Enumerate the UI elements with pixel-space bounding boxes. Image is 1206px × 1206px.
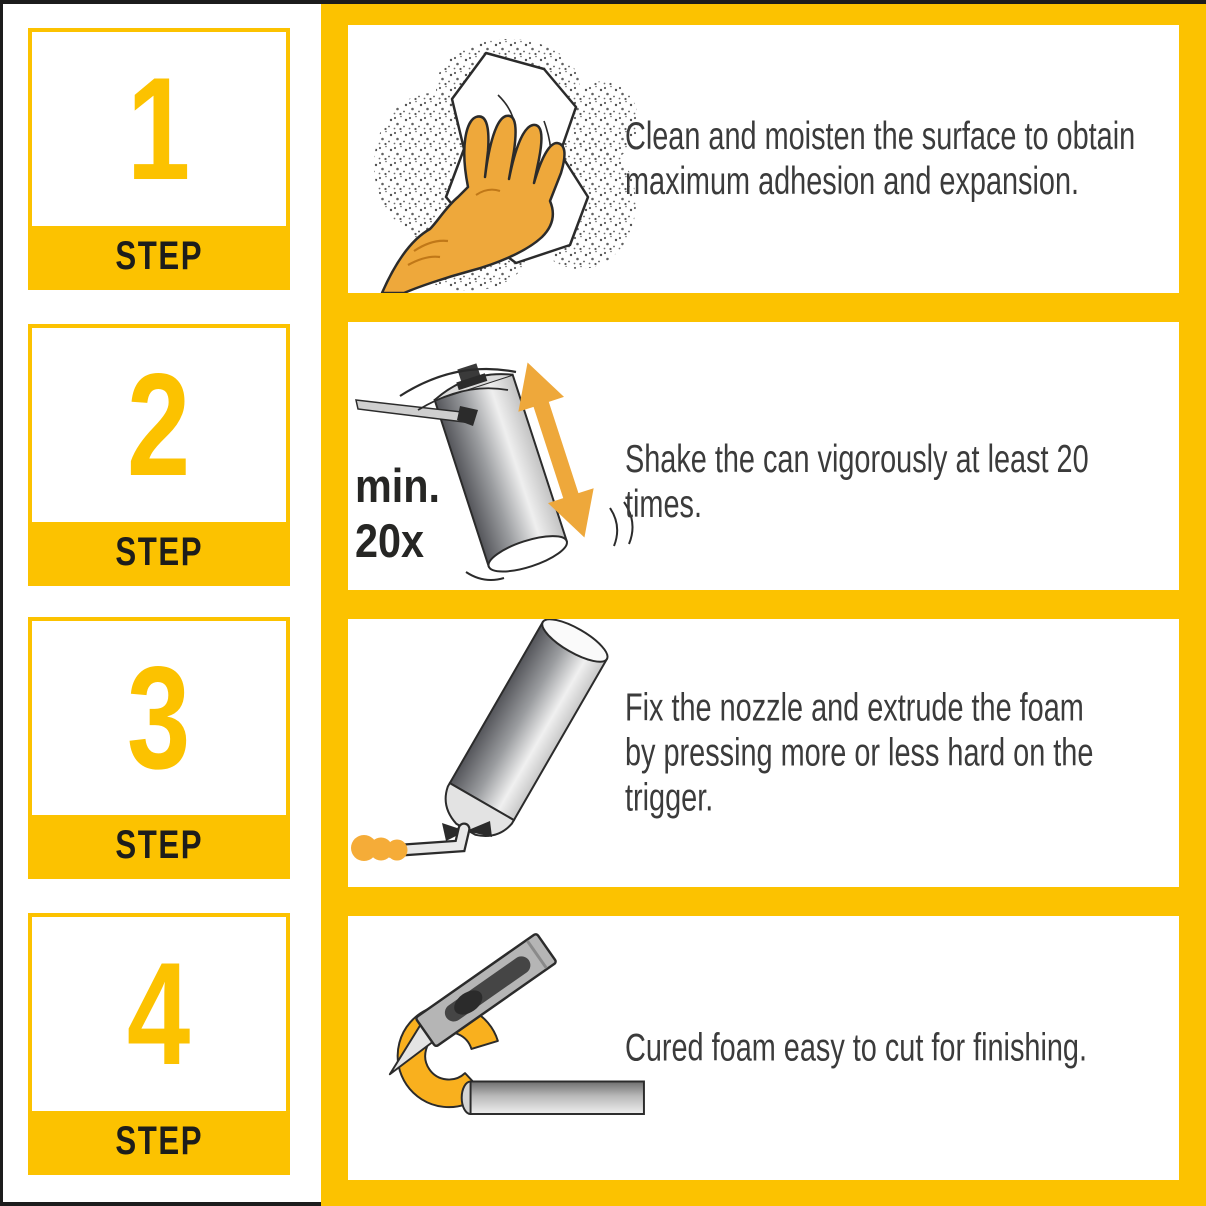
step-1-text-line: Clean and moisten the surface to obtain (625, 115, 1136, 158)
step-3-card (348, 619, 1179, 887)
step-3-number: 3 (127, 636, 191, 799)
foam-gun-icon (348, 619, 668, 887)
page-edge-top (0, 0, 1206, 4)
step-4-label: STEP (32, 1111, 286, 1171)
cut-foam-icon (348, 916, 668, 1180)
steps-panel (321, 0, 1206, 1206)
step-1-number: 1 (127, 47, 191, 210)
step-1-card (348, 25, 1179, 293)
step-3-text (625, 686, 1179, 821)
step-3-text-line: Fix the nozzle and extrude the foam (625, 686, 1084, 730)
step-2-text-line: Shake the can vigorously at least 20 (625, 438, 1089, 481)
step-2-text-line: times. (625, 483, 702, 526)
step-1-label: STEP (32, 226, 286, 286)
hand-wipe-icon (348, 25, 668, 293)
page-edge-left (0, 0, 3, 1206)
step-4-card (348, 916, 1179, 1180)
step-2-number: 2 (127, 343, 191, 506)
step-2-card (348, 322, 1179, 590)
step-4-number: 4 (127, 932, 191, 1095)
step-1-text (625, 114, 1179, 204)
shake-can-icon (348, 322, 668, 590)
page-edge-bottom (0, 1202, 321, 1206)
step-1-text-line: maximum adhesion and expansion. (625, 160, 1080, 203)
step-2-box (28, 324, 290, 586)
step-2-text (625, 437, 1179, 527)
step-1-box (28, 28, 290, 290)
step-4-text-line: Cured foam easy to cut for finishing. (625, 1026, 1087, 1070)
step-4-text (625, 1026, 1179, 1071)
step-3-text-line: by pressing more or less hard on the (625, 731, 1094, 775)
step-4-box (28, 913, 290, 1175)
shake-count-label: min. 20x (355, 459, 441, 567)
step-2-label: STEP (32, 522, 286, 582)
step-3-label: STEP (32, 815, 286, 875)
step-3-box (28, 617, 290, 879)
step-3-text-line: trigger. (625, 776, 714, 820)
